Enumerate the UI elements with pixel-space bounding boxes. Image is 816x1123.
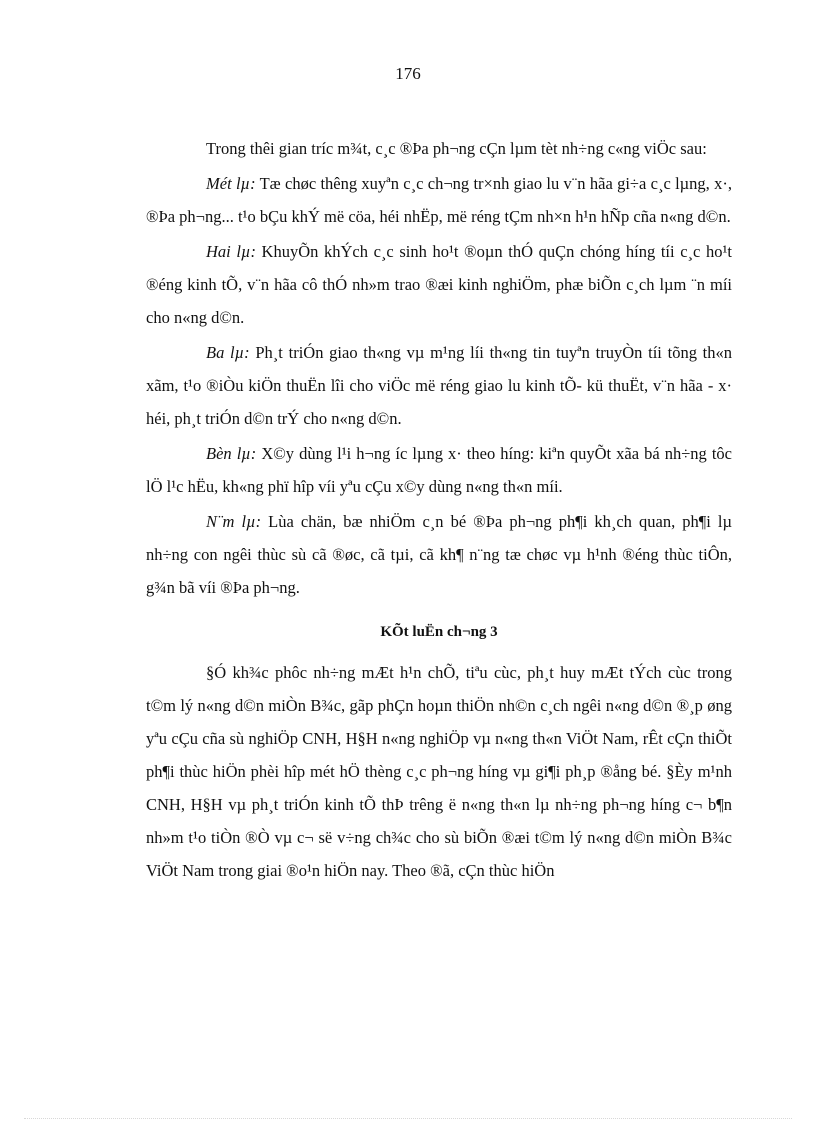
item-lead: Ba lµ: xyxy=(206,343,250,362)
document-body xyxy=(146,132,732,889)
item-text: X©y dùng l¹i h¬ng íc lµng x· theo híng: kiªn quyÕt xãa bá nh÷ng tôc lÖ l¹c hËu, kh«ng phï hîp víi yªu cÇu x©y dùng n«ng th«n míi. xyxy=(146,444,732,496)
item-one xyxy=(146,167,732,233)
item-two xyxy=(146,235,732,334)
item-lead: Hai lµ: xyxy=(206,242,256,261)
conclusion-heading: KÕt luËn ch¬ng 3 xyxy=(380,624,498,640)
item-text: Lùa chän, bæ nhiÖm c¸n bé ®Þa ph¬ng ph¶i kh¸ch quan, ph¶i lµ nh÷ng con ngêi thùc sù cã ®øc, cã tµi, cã kh¶ n¨ng tæ chøc vµ h¹nh ®éng thùc tiÔn, g¾n bã víi ®Þa ph¬ng. xyxy=(146,512,732,597)
conclusion-paragraph: §Ó kh¾c phôc nh÷ng mÆt h¹n chÕ, tiªu cùc, ph¸t huy mÆt tÝch cùc trong t©m lý n«ng d©n miÒn B¾c, gãp phÇn hoµn thiÖn nh©n c¸ch ngêi n«ng d©n ®¸p øng yªu cÇu cña sù nghiÖp CNH, H§H n«ng nghiÖp vµ n«ng th«n ViÖt Nam, rÊt cÇn thiÕt ph¶i thùc hiÖn phèi hîp mét hÖ thèng c¸c ph¬ng híng vµ gi¶i ph¸p ®ång bé. §Èy m¹nh CNH, H§H vµ ph¸t triÓn kinh tÕ thÞ trêng ë n«ng th«n lµ nh÷ng ph¬ng híng c¬ b¶n nh»m t¹o tiÒn ®Ò vµ c¬ së v÷ng ch¾c cho sù biÕn ®æi t©m lý n«ng d©n miÒn B¾c ViÖt Nam trong giai ®o¹n hiÖn nay. Theo ®ã, cÇn thùc hiÖn xyxy=(146,663,732,880)
item-lead: Bèn lµ: xyxy=(206,444,257,463)
item-text: Ph¸t triÓn giao th«ng vµ m¹ng líi th«ng tin tuyªn truyÒn tíi tõng th«n xãm, t¹o ®iÒu kiÖn thuËn lîi cho viÖc më réng giao lu kinh tÕ- kü thuËt, v¨n hãa - x· héi, ph¸t triÓn d©n trÝ cho n«ng d©n. xyxy=(146,343,733,428)
item-four xyxy=(146,437,732,503)
intro-paragraph: Trong thêi gian tríc m¾t, c¸c ®Þa ph¬ng cÇn lµm tèt nh÷ng c«ng viÖc sau: xyxy=(206,139,707,158)
item-lead: N¨m lµ: xyxy=(206,512,262,531)
item-lead: Mét lµ: xyxy=(206,174,256,193)
item-text: KhuyÕn khÝch c¸c sinh ho¹t ®oµn thÓ quÇn chóng híng tíi c¸c ho¹t ®éng kinh tÕ, v¨n hãa cô thÓ nh»m trao ®æi kinh nghiÖm, phæ biÕn c¸ch lµm ¨n míi cho n«ng d©n. xyxy=(146,242,732,327)
item-text: Tæ chøc thêng xuyªn c¸c ch¬ng tr×nh giao lu v¨n hãa gi÷a c¸c lµng, x·, ®Þa ph¬ng... t¹o bÇu khÝ më cöa, héi nhËp, më réng tÇm nh×n h¹n hÑp cña n«ng d©n. xyxy=(146,174,732,226)
item-three xyxy=(146,336,732,435)
page-number: 176 xyxy=(395,64,421,83)
item-five xyxy=(146,505,732,604)
page-bottom-divider xyxy=(24,1118,792,1119)
